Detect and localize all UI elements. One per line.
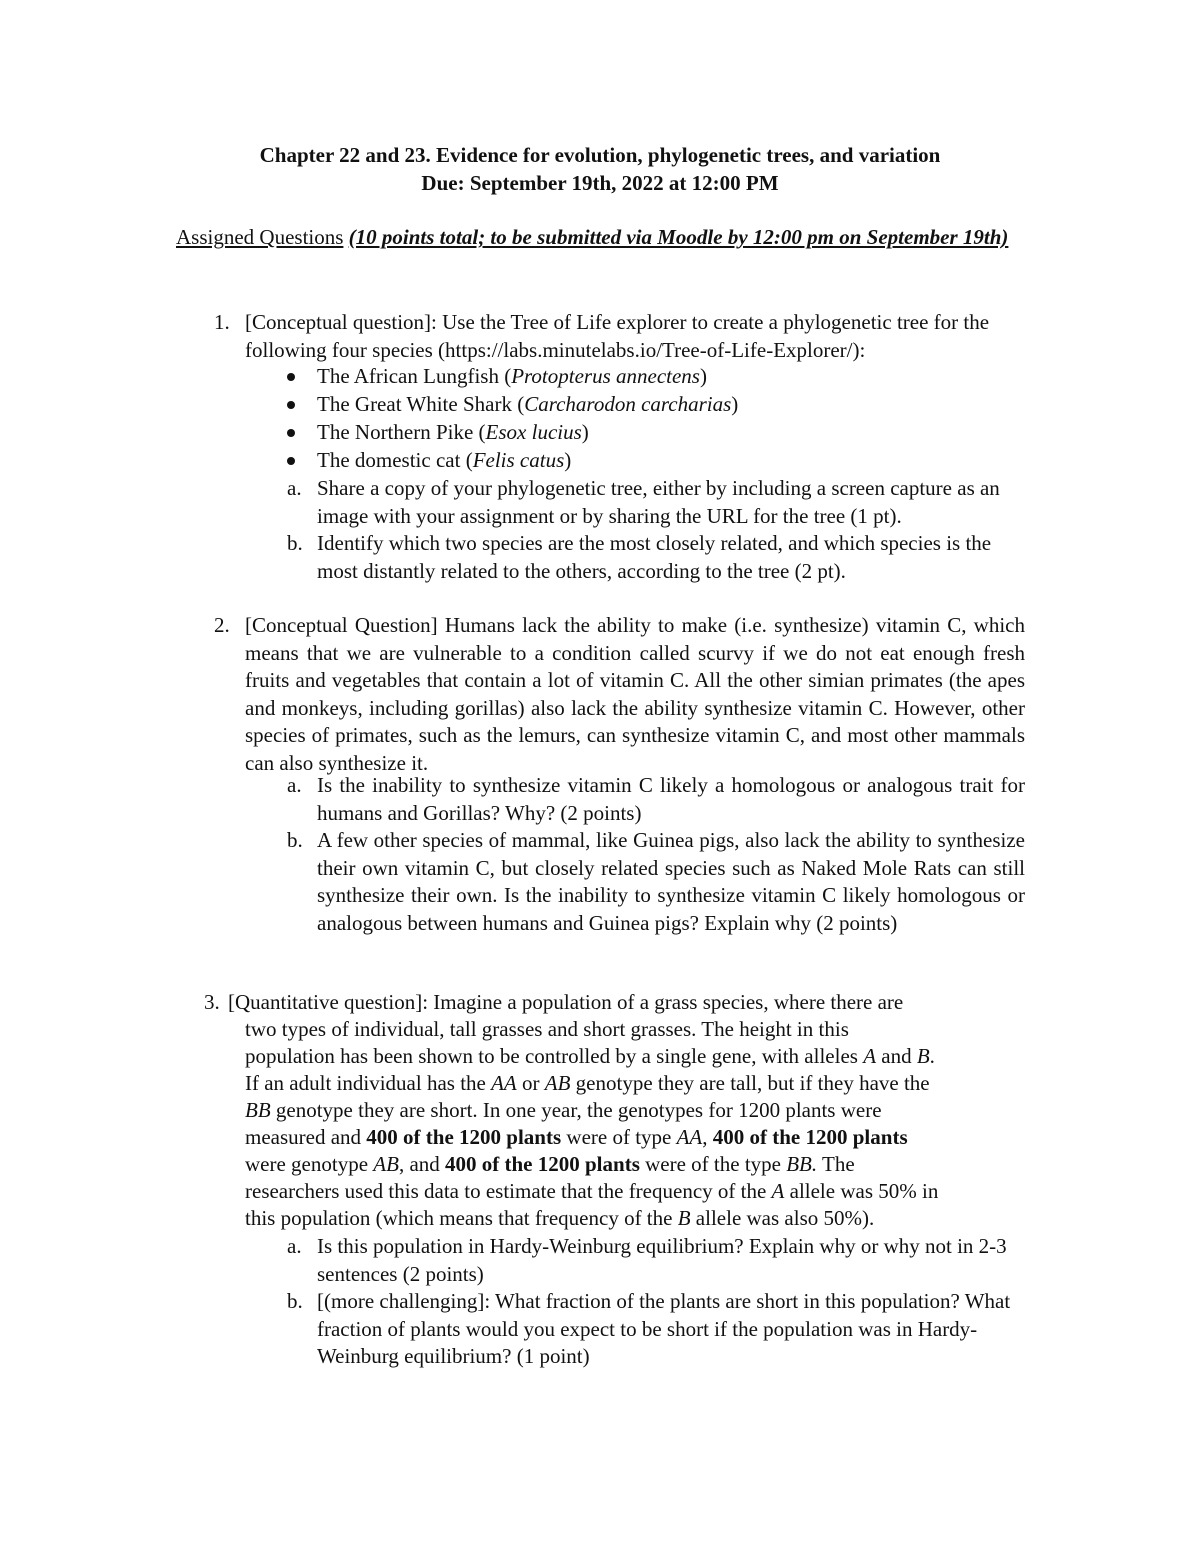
question-line: this population (which means that frequency of the B allele was also 50%).	[245, 1206, 875, 1230]
species-item: The African Lungfish (Protopterus annectens)	[317, 364, 707, 388]
question-number: 3.	[204, 990, 220, 1014]
assigned-questions-heading	[176, 224, 1024, 252]
question-line: [Quantitative question]: Imagine a population of a grass species, where there are	[228, 990, 904, 1014]
question-line: If an adult individual has the AA or AB genotype they are tall, but if they have the	[245, 1071, 930, 1095]
part-text: Share a copy of your phylogenetic tree, either by including a screen capture as an image with your assignment or by sharing the URL for the tree (1 pt).	[317, 476, 1000, 528]
question-line: two types of individual, tall grasses and short grasses. The height in this	[245, 1017, 849, 1041]
due-date: Due: September 19th, 2022 at 12:00 PM	[421, 171, 779, 195]
question-line: population has been shown to be controlled by a single gene, with alleles A and B.	[245, 1044, 935, 1068]
part-letter: b.	[287, 531, 303, 555]
bullet-icon	[287, 401, 295, 409]
question-line: BB genotype they are short. In one year, the genotypes for 1200 plants were	[245, 1098, 882, 1122]
species-item: The Northern Pike (Esox lucius)	[317, 420, 589, 444]
species-item: The Great White Shark (Carcharodon carcharias)	[317, 392, 739, 416]
question-intro: [Conceptual Question] Humans lack the ability to make (i.e. synthesize) vitamin C, which means that we are vulnerable to a condition called scurvy if we do not eat enough fresh fruits and vegetables that contain a lot of vitamin C. All the other simian primates (the apes and monkeys, including gorillas) also lack the ability synthesize vitamin C. However, other species of primates, such as the lemurs, can synthesize vitamin C, and most other mammals can also synthesize it.	[245, 613, 1025, 775]
question-line: researchers used this data to estimate that the frequency of the A allele was 50% in	[245, 1179, 939, 1203]
question-number: 1.	[214, 310, 230, 334]
bullet-icon	[287, 429, 295, 437]
document-title: Chapter 22 and 23. Evidence for evolution, phylogenetic trees, and variation	[259, 143, 941, 167]
part-text: A few other species of mammal, like Guinea pigs, also lack the ability to synthesize their own vitamin C, but closely related species such as Naked Mole Rats can still synthesize their own. Is the inability to synthesize vitamin C likely homologous or analogous between humans and Guinea pigs? Explain why (2 points)	[317, 828, 1025, 935]
bullet-icon	[287, 373, 295, 381]
assigned-detail: (10 points total; to be submitted via Moodle by 12:00 pm on September 19th)	[348, 225, 1009, 249]
question-intro: [Conceptual question]: Use the Tree of Life explorer to create a phylogenetic tree for the following four species (https://labs.minutelabs.io/Tree-of-Life-Explorer/):	[245, 310, 990, 362]
part-letter: a.	[287, 1234, 302, 1258]
assigned-label: Assigned Questions	[176, 225, 344, 249]
bullet-icon	[287, 457, 295, 465]
part-text: Is this population in Hardy-Weinburg equilibrium? Explain why or why not in 2-3 sentences (2 points)	[317, 1234, 1007, 1286]
part-text: Identify which two species are the most closely related, and which species is the most distantly related to the others, according to the tree (2 pt).	[317, 531, 992, 583]
question-number: 2.	[214, 613, 230, 637]
part-letter: a.	[287, 476, 302, 500]
question-line: measured and 400 of the 1200 plants were of type AA, 400 of the 1200 plants	[245, 1125, 908, 1149]
species-item: The domestic cat (Felis catus)	[317, 448, 572, 472]
part-letter: a.	[287, 773, 302, 797]
part-text: [(more challenging]: What fraction of the plants are short in this population? What fraction of plants would you expect to be short if the population was in Hardy-Weinburg equilibrium? (1 point)	[317, 1289, 1011, 1368]
part-text: Is the inability to synthesize vitamin C likely a homologous or analogous trait for humans and Gorillas? Why? (2 points)	[317, 773, 1025, 825]
part-letter: b.	[287, 828, 303, 852]
question-line: were genotype AB, and 400 of the 1200 plants were of the type BB. The	[245, 1152, 855, 1176]
part-letter: b.	[287, 1289, 303, 1313]
